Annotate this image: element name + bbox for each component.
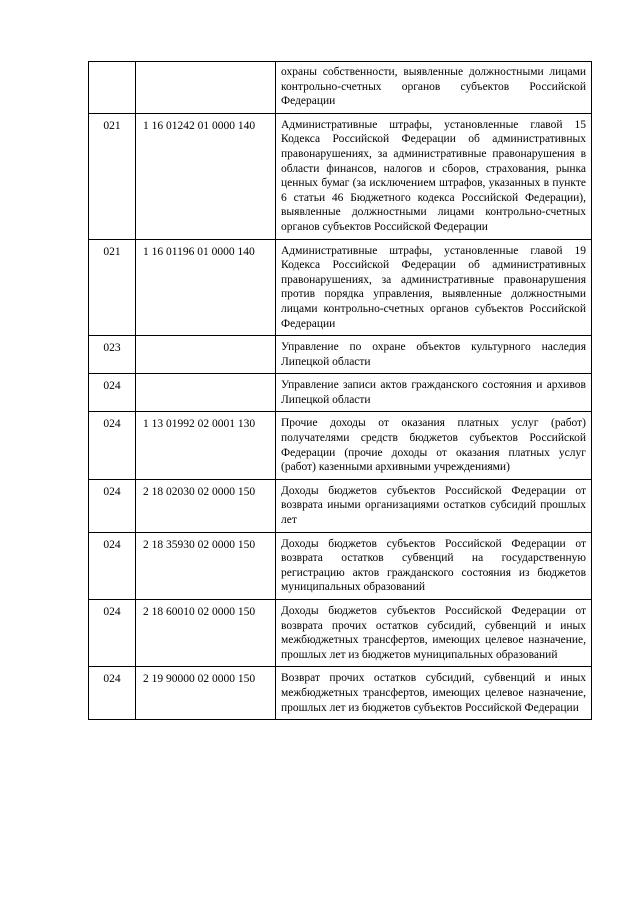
income-name-cell: Доходы бюджетов субъектов Российской Федерации от возврата остатков субвенций на государственную регистрацию актов гражданского состояния из бюджетов муниципальных образований [276,532,592,599]
income-name-cell: Прочие доходы от оказания платных услуг (работ) получателями средств бюджетов субъектов Российской Федерации (прочие доходы от оказания платных услуг (работ) казенными архивными учреждениями) [276,412,592,479]
admin-code-cell: 023 [89,336,136,374]
admin-code-cell: 024 [89,479,136,532]
table-row [89,336,592,374]
budget-code-cell [136,62,276,114]
admin-code-cell: 021 [89,113,136,239]
admin-code-cell: 021 [89,239,136,336]
income-name-cell: Административные штрафы, установленные главой 15 Кодекса Российской Федерации об административных правонарушениях, за административные правонарушения в области финансов, налогов и сборов, страхования, рынка ценных бумаг (за исключением штрафов, указанных в пункте 6 статьи 46 Бюджетного кодекса Российской Федерации), выявленные должностными лицами контрольно-счетных органов субъектов Российской Федерации [276,113,592,239]
admin-code-cell: 024 [89,374,136,412]
admin-code-cell [89,62,136,114]
table-row [89,113,592,239]
income-name-cell: Управление по охране объектов культурного наследия Липецкой области [276,336,592,374]
income-name-cell: Доходы бюджетов субъектов Российской Федерации от возврата прочих остатков субсидий, субвенций и иных межбюджетных трансфертов, имеющих целевое назначение, прошлых лет из бюджетов муниципальных образований [276,600,592,667]
budget-code-cell [136,336,276,374]
admin-code-cell: 024 [89,532,136,599]
admin-code-cell: 024 [89,412,136,479]
budget-code-cell: 2 18 02030 02 0000 150 [136,479,276,532]
budget-code-cell: 1 16 01242 01 0000 140 [136,113,276,239]
table-row [89,62,592,114]
table-row [89,532,592,599]
budget-code-cell: 1 13 01992 02 0001 130 [136,412,276,479]
budget-code-cell: 1 16 01196 01 0000 140 [136,239,276,336]
budget-codes-table [88,61,592,720]
budget-code-cell [136,374,276,412]
income-name-cell: Доходы бюджетов субъектов Российской Федерации от возврата иными организациями остатков субсидий прошлых лет [276,479,592,532]
income-name-cell: Управление записи актов гражданского состояния и архивов Липецкой области [276,374,592,412]
admin-code-cell: 024 [89,600,136,667]
budget-code-cell: 2 18 35930 02 0000 150 [136,532,276,599]
budget-code-cell: 2 19 90000 02 0000 150 [136,667,276,720]
table-row [89,412,592,479]
income-name-cell: Возврат прочих остатков субсидий, субвенций и иных межбюджетных трансфертов, имеющих целевое назначение, прошлых лет из бюджетов субъектов Российской Федерации [276,667,592,720]
table-row [89,479,592,532]
table-row [89,239,592,336]
table-row [89,600,592,667]
table-row [89,667,592,720]
admin-code-cell: 024 [89,667,136,720]
income-name-cell: охраны собственности, выявленные должностными лицами контрольно-счетных органов субъектов Российской Федерации [276,62,592,114]
table-row [89,374,592,412]
income-name-cell: Административные штрафы, установленные главой 19 Кодекса Российской Федерации об административных правонарушениях, за административные правонарушения против порядка управления, выявленные должностными лицами контрольно-счетных органов субъектов Российской Федерации [276,239,592,336]
budget-code-cell: 2 18 60010 02 0000 150 [136,600,276,667]
